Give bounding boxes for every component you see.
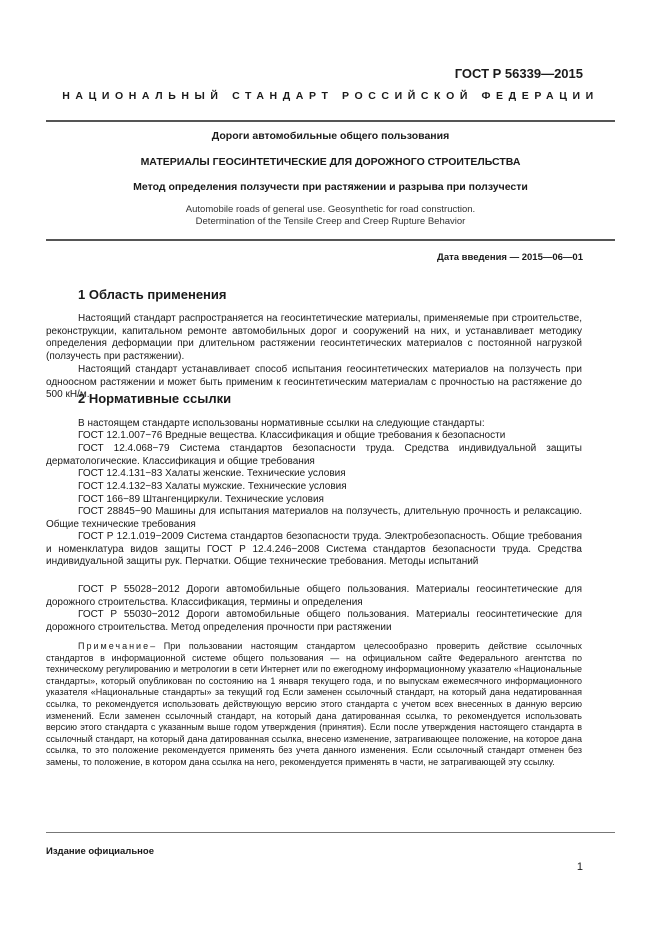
english-title: [46, 204, 615, 228]
national-standard-line: НАЦИОНАЛЬНЫЙ СТАНДАРТ РОССИЙСКОЙ ФЕДЕРАЦИИ: [62, 90, 599, 102]
reference-item: ГОСТ 12.1.007−76 Вредные вещества. Классификация и общие требования к безопасности: [78, 430, 506, 441]
english-title-line-2: Determination of the Tensile Creep and Creep Rupture Behavior: [195, 216, 466, 227]
note-text: – При пользовании настоящим стандартом целесообразно проверить действие ссылочных стандартов в информационной системе общего пользования — на официальном сайте Федерального агентства по техническому регулированию и метрологии в сети Интернет или по ежегодному информационному указателю «Национальные стандарты», который опубликован по состоянию на 1 января текущего года, и по выпускам ежемесячного информационного указателя «Национальные стандарты» за текущий год Если заменен ссылочный стандарт, на который дана недатированная ссылка, то рекомендуется использовать действующую версию этого стандарта с учетом всех внесенных в данную версию изменений. Если заменен ссылочный стандарт, на который дана датированная ссылка, то рекомендуется использовать версию этого стандарта с указанным выше годом утверждения (принятия). Если после утверждения настоящего стандарта в ссылочный стандарт, на который дана датированная ссылка, внесено изменение, затрагивающее положение, на которое дана ссылка, то это положение рекомендуется применять без учета данного изменения. Если ссылочный стандарт отменен без замены, то положение, в котором дана ссылка на него, рекомендуется применять в части, не затрагивающей эту ссылку.: [46, 641, 582, 767]
title-line-2: МАТЕРИАЛЫ ГЕОСИНТЕТИЧЕСКИЕ ДЛЯ ДОРОЖНОГО СТРОИТЕЛЬСТВА: [140, 156, 521, 168]
reference-item: ГОСТ Р 55030−2012 Дороги автомобильные общего пользования. Материалы геосинтетические для дорожного строительства. Метод определения прочности при растяжении: [46, 609, 582, 633]
title-line-1: Дороги автомобильные общего пользования: [211, 130, 450, 142]
english-title-line-1: Automobile roads of general use. Geosynthetic for road construction.: [185, 204, 476, 215]
section-1-heading: 1 Область применения: [78, 287, 227, 302]
reference-item: ГОСТ 12.4.068−79 Система стандартов безопасности труда. Средства индивидуальной защиты дерматологические. Классификация и общие требования: [46, 443, 582, 467]
note-label: Примечание: [78, 641, 151, 651]
references-intro: В настоящем стандарте использованы нормативные ссылки на следующие стандарты:: [78, 418, 485, 429]
references-note: [46, 641, 582, 769]
reference-item: ГОСТ 166−89 Штангенциркули. Технические условия: [78, 494, 324, 505]
section-1-paragraph-2: Настоящий стандарт устанавливает способ испытания геосинтетических материалов на ползучесть при одноосном растяжении и может быть применим к геосинтетическим материалам с прочностью на растяжение до 500 кН/м.: [46, 364, 582, 401]
document-code: ГОСТ Р 56339—2015: [454, 66, 583, 81]
footer-divider: [46, 832, 615, 833]
introduction-date: Дата введения — 2015—06—01: [437, 252, 583, 263]
title-line-3: Метод определения ползучести при растяжении и разрыва при ползучести: [133, 181, 528, 193]
reference-item: ГОСТ Р 12.1.019−2009 Система стандартов безопасности труда. Электробезопасность. Общие требования и номенклатура видов защиты ГОСТ Р 12.4.246−2008 Система стандартов безопасности труда. Средства индивидуальной защиты рук. Перчатки. Общие технические требования. Методы испытаний: [46, 531, 582, 568]
header-divider: [46, 120, 615, 122]
section-2-heading: 2 Нормативные ссылки: [78, 391, 232, 406]
page-number: 1: [576, 861, 583, 873]
reference-item: ГОСТ 12.4.132−83 Халаты мужские. Технические условия: [78, 481, 347, 492]
reference-item: ГОСТ 12.4.131−83 Халаты женские. Технические условия: [78, 468, 346, 479]
section-1-paragraph-1: Настоящий стандарт распространяется на геосинтетические материалы, применяемые при строительстве, реконструкции, капитальном ремонте автомобильных дорог и сооружений на них, и устанавливает методику определения деформации при длительном растяжении геосинтетических материалов с постоянной нагрузкой (ползучесть при растяжении).: [46, 313, 582, 362]
official-edition-label: Издание официальное: [46, 846, 154, 857]
title-divider: [46, 239, 615, 241]
reference-item: ГОСТ 28845−90 Машины для испытания материалов на ползучесть, длительную прочность и релаксацию. Общие технические требования: [46, 506, 582, 530]
reference-item: ГОСТ Р 55028−2012 Дороги автомобильные общего пользования. Материалы геосинтетические для дорожного строительства. Классификация, термины и определения: [46, 584, 582, 608]
